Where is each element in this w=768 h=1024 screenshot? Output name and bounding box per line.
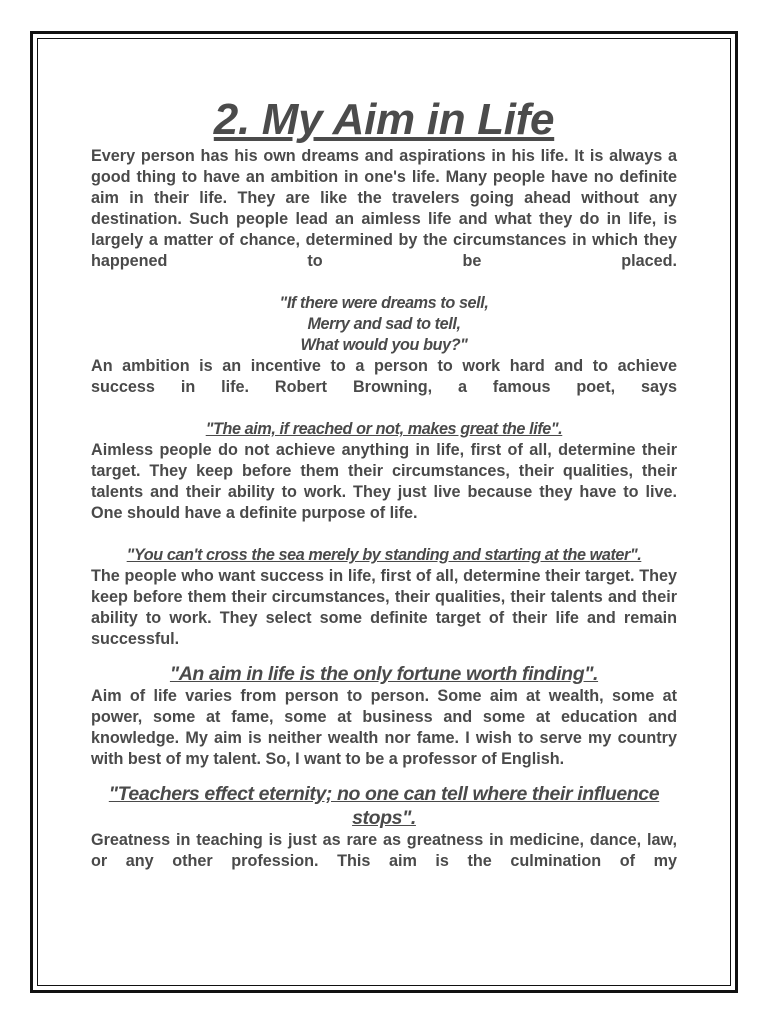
paragraph-aim-varies: Aim of life varies from person to person. Some aim at wealth, some at power, some at fame, some at business and some at education and knowledge. My aim is neither wealth nor fame. I wish to serve my country with best of my talent. So, I want to be a professor of English. <box>91 687 677 768</box>
paragraph-success: The people who want success in life, first of all, determine their target. They keep before them their circumstances, their qualities, their talents and their ability to work. They select some definite target of their life and remain successful. <box>91 567 677 648</box>
paragraph-ambition: An ambition is an incentive to a person to work hard and to achieve success in life. Robert Browning, a famous poet, says <box>91 357 677 396</box>
spacer <box>91 770 677 782</box>
essay-content <box>91 94 677 872</box>
paragraph-teaching: Greatness in teaching is just as rare as greatness in medicine, dance, law, or any other profession. This aim is the culmination of my <box>91 831 677 870</box>
spacer <box>91 398 677 419</box>
paragraph-intro: Every person has his own dreams and aspirations in his life. It is always a good thing to have an ambition in one's life. Many people have no definite aim in their life. They are like the travelers going ahead without any destination. Such people lead an aimless life and what they do in life, is largely a matter of chance, determined by the circumstances in which they happened to be placed. <box>91 147 677 270</box>
quote-dreams-line-3: What would you buy?" <box>300 336 468 354</box>
essay-title: 2. My Aim in Life <box>213 95 555 144</box>
quote-browning: "The aim, if reached or not, makes great the life". <box>205 420 563 438</box>
paragraph-aimless: Aimless people do not achieve anything in life, first of all, determine their target. They keep before them their circumstances, their qualities, their talents and their ability to work. They just live because they have to live. One should have a definite purpose of life. <box>91 441 677 522</box>
spacer <box>91 272 677 293</box>
quote-teachers: "Teachers effect eternity; no one can tell where their influence stops". <box>108 783 660 829</box>
quote-dreams-line-2: Merry and sad to tell, <box>307 315 461 333</box>
spacer <box>91 524 677 545</box>
quote-fortune: "An aim in life is the only fortune worth finding". <box>169 663 599 685</box>
spacer <box>91 650 677 662</box>
quote-sea: "You can't cross the sea merely by standing and starting at the water". <box>126 546 642 564</box>
quote-dreams-line-1: "If there were dreams to sell, <box>279 294 489 312</box>
